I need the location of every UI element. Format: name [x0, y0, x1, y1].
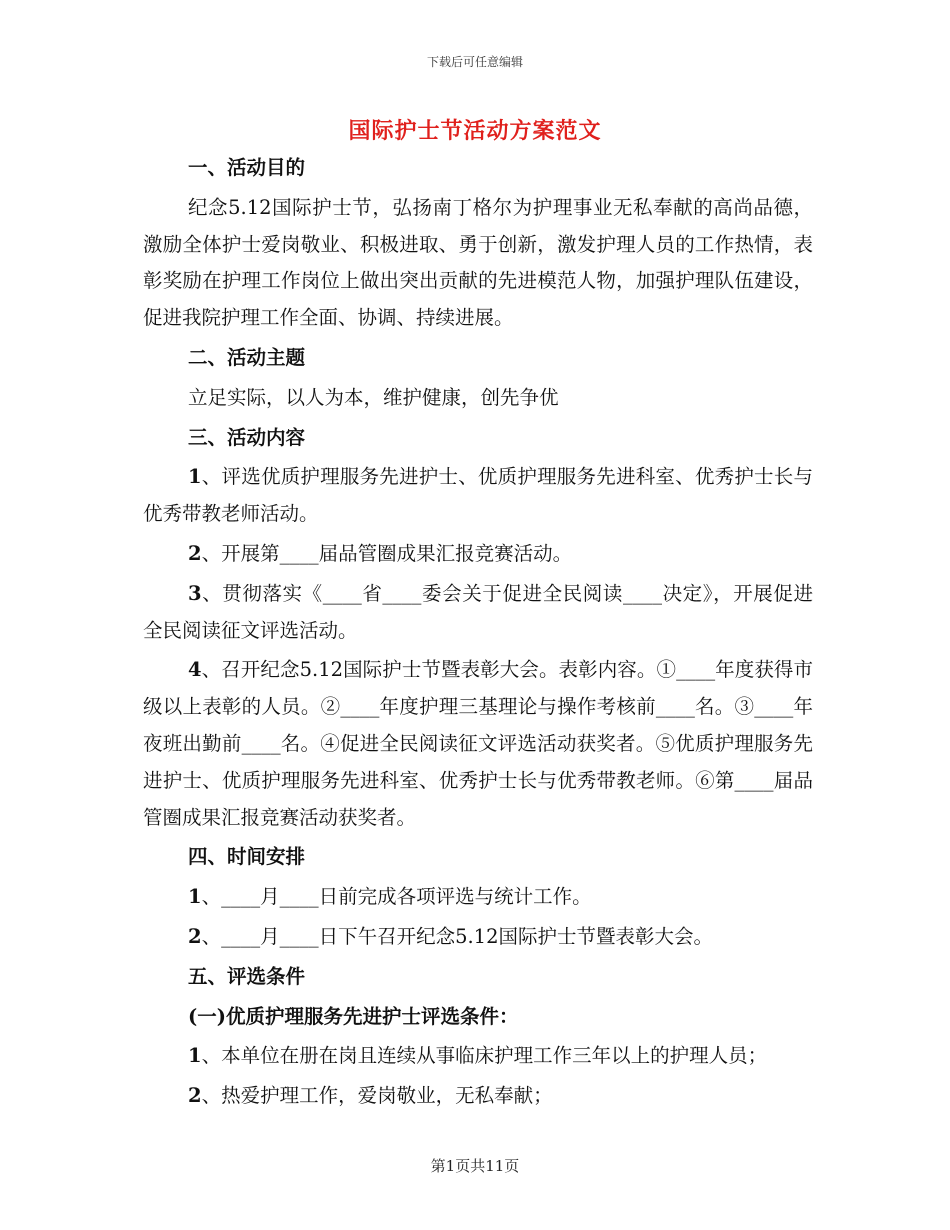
list-item: [143, 1038, 813, 1075]
item-text: 、____月____日下午召开纪念5.12国际护士节暨表彰大会。: [201, 924, 713, 948]
item-number: 1: [188, 1044, 202, 1068]
item-text: 、热爱护理工作，爱岗敬业，无私奉献；: [201, 1084, 553, 1108]
item-number: 2: [188, 924, 202, 948]
list-item: [143, 919, 813, 956]
list-item: [143, 1078, 813, 1115]
section-heading: 二、活动主题: [188, 345, 306, 369]
item-number: 4: [188, 658, 202, 682]
item-text: 、____月____日前完成各项评选与统计工作。: [201, 885, 592, 909]
list-item: [143, 652, 813, 836]
list-item: [143, 459, 813, 533]
list-item: [143, 576, 813, 650]
document-body: [143, 150, 813, 1118]
section-heading: 四、时间安排: [188, 845, 306, 869]
item-number: 3: [188, 581, 202, 605]
item-number: 2: [188, 1084, 202, 1108]
item-text: 、评选优质护理服务先进护士、优质护理服务先进科室、优秀护士长与优秀带教老师活动。: [143, 465, 813, 526]
item-text: 、本单位在册在岗且连续从事临床护理工作三年以上的护理人员；: [201, 1044, 768, 1068]
item-number: 2: [188, 541, 202, 565]
document-title: 国际护士节活动方案范文: [348, 118, 602, 144]
section-heading: 三、活动内容: [188, 425, 306, 449]
item-text: 、贯彻落实《____省____委会关于促进全民阅读____决定》，开展促进全民阅读征文评选活动。: [143, 581, 813, 642]
paragraph: 立足实际，以人为本，维护健康，创先争优: [188, 385, 559, 409]
item-text: 、开展第____届品管圈成果汇报竞赛活动。: [201, 541, 573, 565]
list-item: [143, 536, 813, 573]
paragraph: 纪念5.12国际护士节，弘扬南丁格尔为护理事业无私奉献的高尚品德，激励全体护士爱岗敬业、积极进取、勇于创新，激发护理人员的工作热情，表彰奖励在护理工作岗位上做出突出贡献的先进模范人物，加强护理队伍建设，促进我院护理工作全面、协调、持续进展。: [143, 195, 813, 330]
header-note: 下载后可任意编辑: [426, 55, 523, 69]
subsection-heading: (一)优质护理服务先进护士评选条件：: [188, 1004, 519, 1028]
section-heading: 一、活动目的: [188, 156, 306, 179]
page-footer: 第1页共11页: [430, 1157, 520, 1175]
item-text: 、召开纪念5.12国际护士节暨表彰大会。表彰内容。①____年度获得市级以上表彰的人员。②____年度护理三基理论与操作考核前____名。③____年夜班出勤前____名。④促进全民阅读征文评选活动获奖者。⑤优质护理服务先进护士、优质护理服务先进科室、优秀护士长与优秀带教老师。⑥第____届品管圈成果汇报竞赛活动获奖者。: [143, 658, 813, 829]
list-item: [143, 879, 813, 916]
section-heading: 五、评选条件: [188, 964, 306, 988]
item-number: 1: [188, 465, 202, 489]
item-number: 1: [188, 885, 202, 909]
